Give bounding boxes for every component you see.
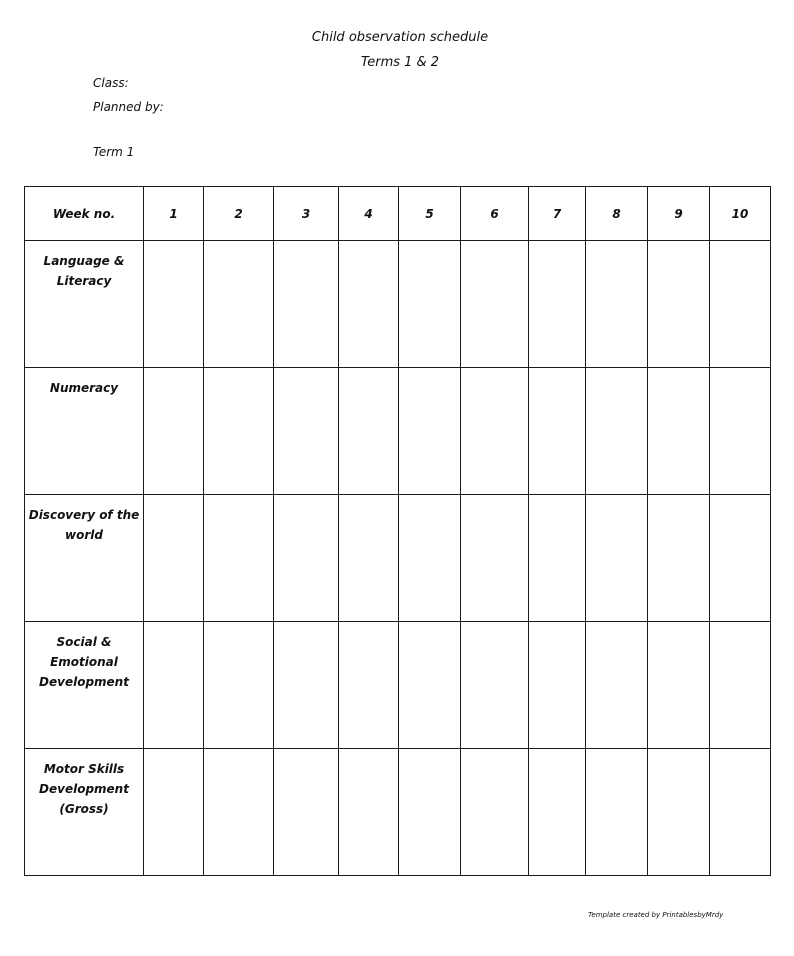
row-label-motor-skills-development: Motor Skills Development (Gross) xyxy=(25,749,144,876)
term-label: Term 1 xyxy=(93,145,135,159)
schedule-cell[interactable] xyxy=(586,241,648,368)
week-header-cell: 2 xyxy=(204,187,274,241)
schedule-cell[interactable] xyxy=(648,368,710,495)
schedule-cell[interactable] xyxy=(204,368,274,495)
class-label: Class: xyxy=(93,76,129,90)
schedule-cell[interactable] xyxy=(274,241,339,368)
week-header-cell: 8 xyxy=(586,187,648,241)
schedule-cell[interactable] xyxy=(586,749,648,876)
week-header-cell: 6 xyxy=(461,187,529,241)
schedule-cell[interactable] xyxy=(529,368,586,495)
schedule-cell[interactable] xyxy=(339,495,399,622)
schedule-cell[interactable] xyxy=(339,749,399,876)
planned-by-label: Planned by: xyxy=(93,100,164,114)
schedule-cell[interactable] xyxy=(648,495,710,622)
schedule-cell[interactable] xyxy=(339,368,399,495)
week-header-cell: 3 xyxy=(274,187,339,241)
schedule-cell[interactable] xyxy=(648,241,710,368)
row-label-social-emotional-development: Social & Emotional Development xyxy=(25,622,144,749)
schedule-cell[interactable] xyxy=(710,368,771,495)
table-header-row xyxy=(25,187,771,241)
table-row xyxy=(25,622,771,749)
schedule-cell[interactable] xyxy=(648,622,710,749)
schedule-cell[interactable] xyxy=(399,241,461,368)
schedule-cell[interactable] xyxy=(274,368,339,495)
schedule-cell[interactable] xyxy=(529,495,586,622)
schedule-cell[interactable] xyxy=(710,241,771,368)
week-no-header: Week no. xyxy=(25,187,144,241)
schedule-cell[interactable] xyxy=(399,622,461,749)
schedule-cell[interactable] xyxy=(399,495,461,622)
schedule-cell[interactable] xyxy=(529,622,586,749)
row-label-language-literacy: Language & Literacy xyxy=(25,241,144,368)
schedule-cell[interactable] xyxy=(204,495,274,622)
schedule-cell[interactable] xyxy=(274,495,339,622)
schedule-cell[interactable] xyxy=(461,241,529,368)
row-label-discovery-of-the-world: Discovery of the world xyxy=(25,495,144,622)
schedule-cell[interactable] xyxy=(144,368,204,495)
schedule-cell[interactable] xyxy=(461,622,529,749)
table-row xyxy=(25,495,771,622)
schedule-cell[interactable] xyxy=(204,749,274,876)
week-header-cell: 9 xyxy=(648,187,710,241)
footer-credit: Template created by PrintablesbyMrdy xyxy=(588,911,724,919)
schedule-cell[interactable] xyxy=(461,495,529,622)
table-row xyxy=(25,368,771,495)
schedule-cell[interactable] xyxy=(399,368,461,495)
observation-schedule-table xyxy=(24,186,771,876)
document-subtitle: Terms 1 & 2 xyxy=(360,55,440,70)
schedule-cell[interactable] xyxy=(529,241,586,368)
schedule-cell[interactable] xyxy=(529,749,586,876)
row-label-numeracy: Numeracy xyxy=(25,368,144,495)
schedule-cell[interactable] xyxy=(586,495,648,622)
schedule-cell[interactable] xyxy=(274,622,339,749)
schedule-cell[interactable] xyxy=(461,749,529,876)
table-row xyxy=(25,749,771,876)
schedule-cell[interactable] xyxy=(144,749,204,876)
week-header-cell: 7 xyxy=(529,187,586,241)
schedule-cell[interactable] xyxy=(710,495,771,622)
week-header-cell: 1 xyxy=(144,187,204,241)
schedule-cell[interactable] xyxy=(399,749,461,876)
schedule-cell[interactable] xyxy=(274,749,339,876)
schedule-cell[interactable] xyxy=(204,622,274,749)
schedule-cell[interactable] xyxy=(144,241,204,368)
schedule-cell[interactable] xyxy=(461,368,529,495)
schedule-cell[interactable] xyxy=(648,749,710,876)
schedule-cell[interactable] xyxy=(710,622,771,749)
document-title: Child observation schedule xyxy=(311,30,489,45)
schedule-cell[interactable] xyxy=(586,622,648,749)
schedule-cell[interactable] xyxy=(144,622,204,749)
schedule-cell[interactable] xyxy=(204,241,274,368)
week-header-cell: 10 xyxy=(710,187,771,241)
schedule-cell[interactable] xyxy=(339,622,399,749)
table-row xyxy=(25,241,771,368)
schedule-cell[interactable] xyxy=(144,495,204,622)
schedule-cell[interactable] xyxy=(586,368,648,495)
schedule-cell[interactable] xyxy=(710,749,771,876)
week-header-cell: 5 xyxy=(399,187,461,241)
week-header-cell: 4 xyxy=(339,187,399,241)
schedule-cell[interactable] xyxy=(339,241,399,368)
